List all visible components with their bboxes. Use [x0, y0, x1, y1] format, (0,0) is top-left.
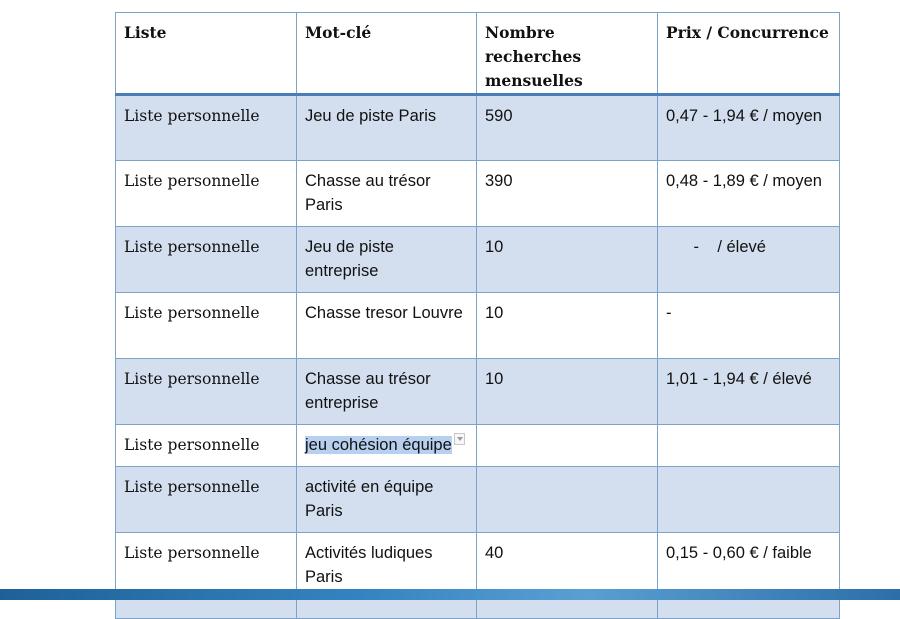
cell-list[interactable]: Liste personnelle — [116, 533, 297, 599]
table-row — [116, 227, 840, 293]
cell-list[interactable]: Liste personnelle — [116, 425, 297, 467]
cell-searches[interactable]: 10 — [477, 293, 658, 359]
cell-price[interactable]: 0,48 - 1,89 € / moyen — [658, 161, 840, 227]
table-row — [116, 467, 840, 533]
cell-searches[interactable] — [477, 467, 658, 533]
cell-price[interactable] — [658, 467, 840, 533]
cell-searches[interactable]: 390 — [477, 161, 658, 227]
cell-list[interactable]: Liste personnelle — [116, 467, 297, 533]
header-monthly-searches: Nombre recherches mensuelles — [477, 13, 658, 95]
table-row — [116, 95, 840, 161]
cell-price[interactable]: 1,01 - 1,94 € / élevé — [658, 359, 840, 425]
table-header-row — [116, 13, 840, 95]
table-row — [116, 293, 840, 359]
cell-price[interactable]: 0,47 - 1,94 € / moyen — [658, 95, 840, 161]
cell-price[interactable]: 0,15 - 0,60 € / faible — [658, 533, 840, 599]
table-row — [116, 359, 840, 425]
keyword-edit-field[interactable] — [305, 433, 452, 457]
cell-keyword[interactable]: Jeu de piste Paris — [297, 95, 477, 161]
cell-keyword-active[interactable] — [297, 425, 477, 467]
cell-keyword[interactable]: Chasse au trésor Paris — [297, 161, 477, 227]
cell-list[interactable]: Liste personnelle — [116, 95, 297, 161]
cell-searches[interactable]: 40 — [477, 533, 658, 599]
table-row — [116, 161, 840, 227]
table-row-active — [116, 425, 840, 467]
cell-price[interactable]: - / élevé — [658, 227, 840, 293]
cell-empty — [116, 599, 297, 619]
cell-list[interactable]: Liste personnelle — [116, 161, 297, 227]
cell-searches[interactable] — [477, 425, 658, 467]
cell-searches[interactable]: 590 — [477, 95, 658, 161]
cell-keyword[interactable]: Chasse tresor Louvre — [297, 293, 477, 359]
cell-price[interactable]: - — [658, 293, 840, 359]
cell-searches[interactable]: 10 — [477, 227, 658, 293]
cell-empty — [297, 599, 477, 619]
header-price-competition: Prix / Concurrence — [658, 13, 840, 95]
cell-list[interactable]: Liste personnelle — [116, 227, 297, 293]
window-frame-bottom — [0, 589, 900, 600]
cell-empty — [477, 599, 658, 619]
cell-keyword[interactable]: Activités ludiques Paris — [297, 533, 477, 599]
cell-keyword[interactable]: Jeu de piste entreprise — [297, 227, 477, 293]
cell-price[interactable] — [658, 425, 840, 467]
selected-keyword-text[interactable]: jeu cohésion équipe — [305, 436, 452, 454]
cell-empty — [658, 599, 840, 619]
cell-list[interactable]: Liste personnelle — [116, 293, 297, 359]
cell-keyword[interactable]: activité en équipe Paris — [297, 467, 477, 533]
header-list: Liste — [116, 13, 297, 95]
header-keyword: Mot-clé — [297, 13, 477, 95]
table-row-cut-off — [116, 599, 840, 619]
keyword-table — [115, 12, 840, 619]
cell-searches[interactable]: 10 — [477, 359, 658, 425]
cell-keyword[interactable]: Chasse au trésor entreprise — [297, 359, 477, 425]
cell-list[interactable]: Liste personnelle — [116, 359, 297, 425]
chevron-down-icon[interactable] — [454, 433, 465, 445]
